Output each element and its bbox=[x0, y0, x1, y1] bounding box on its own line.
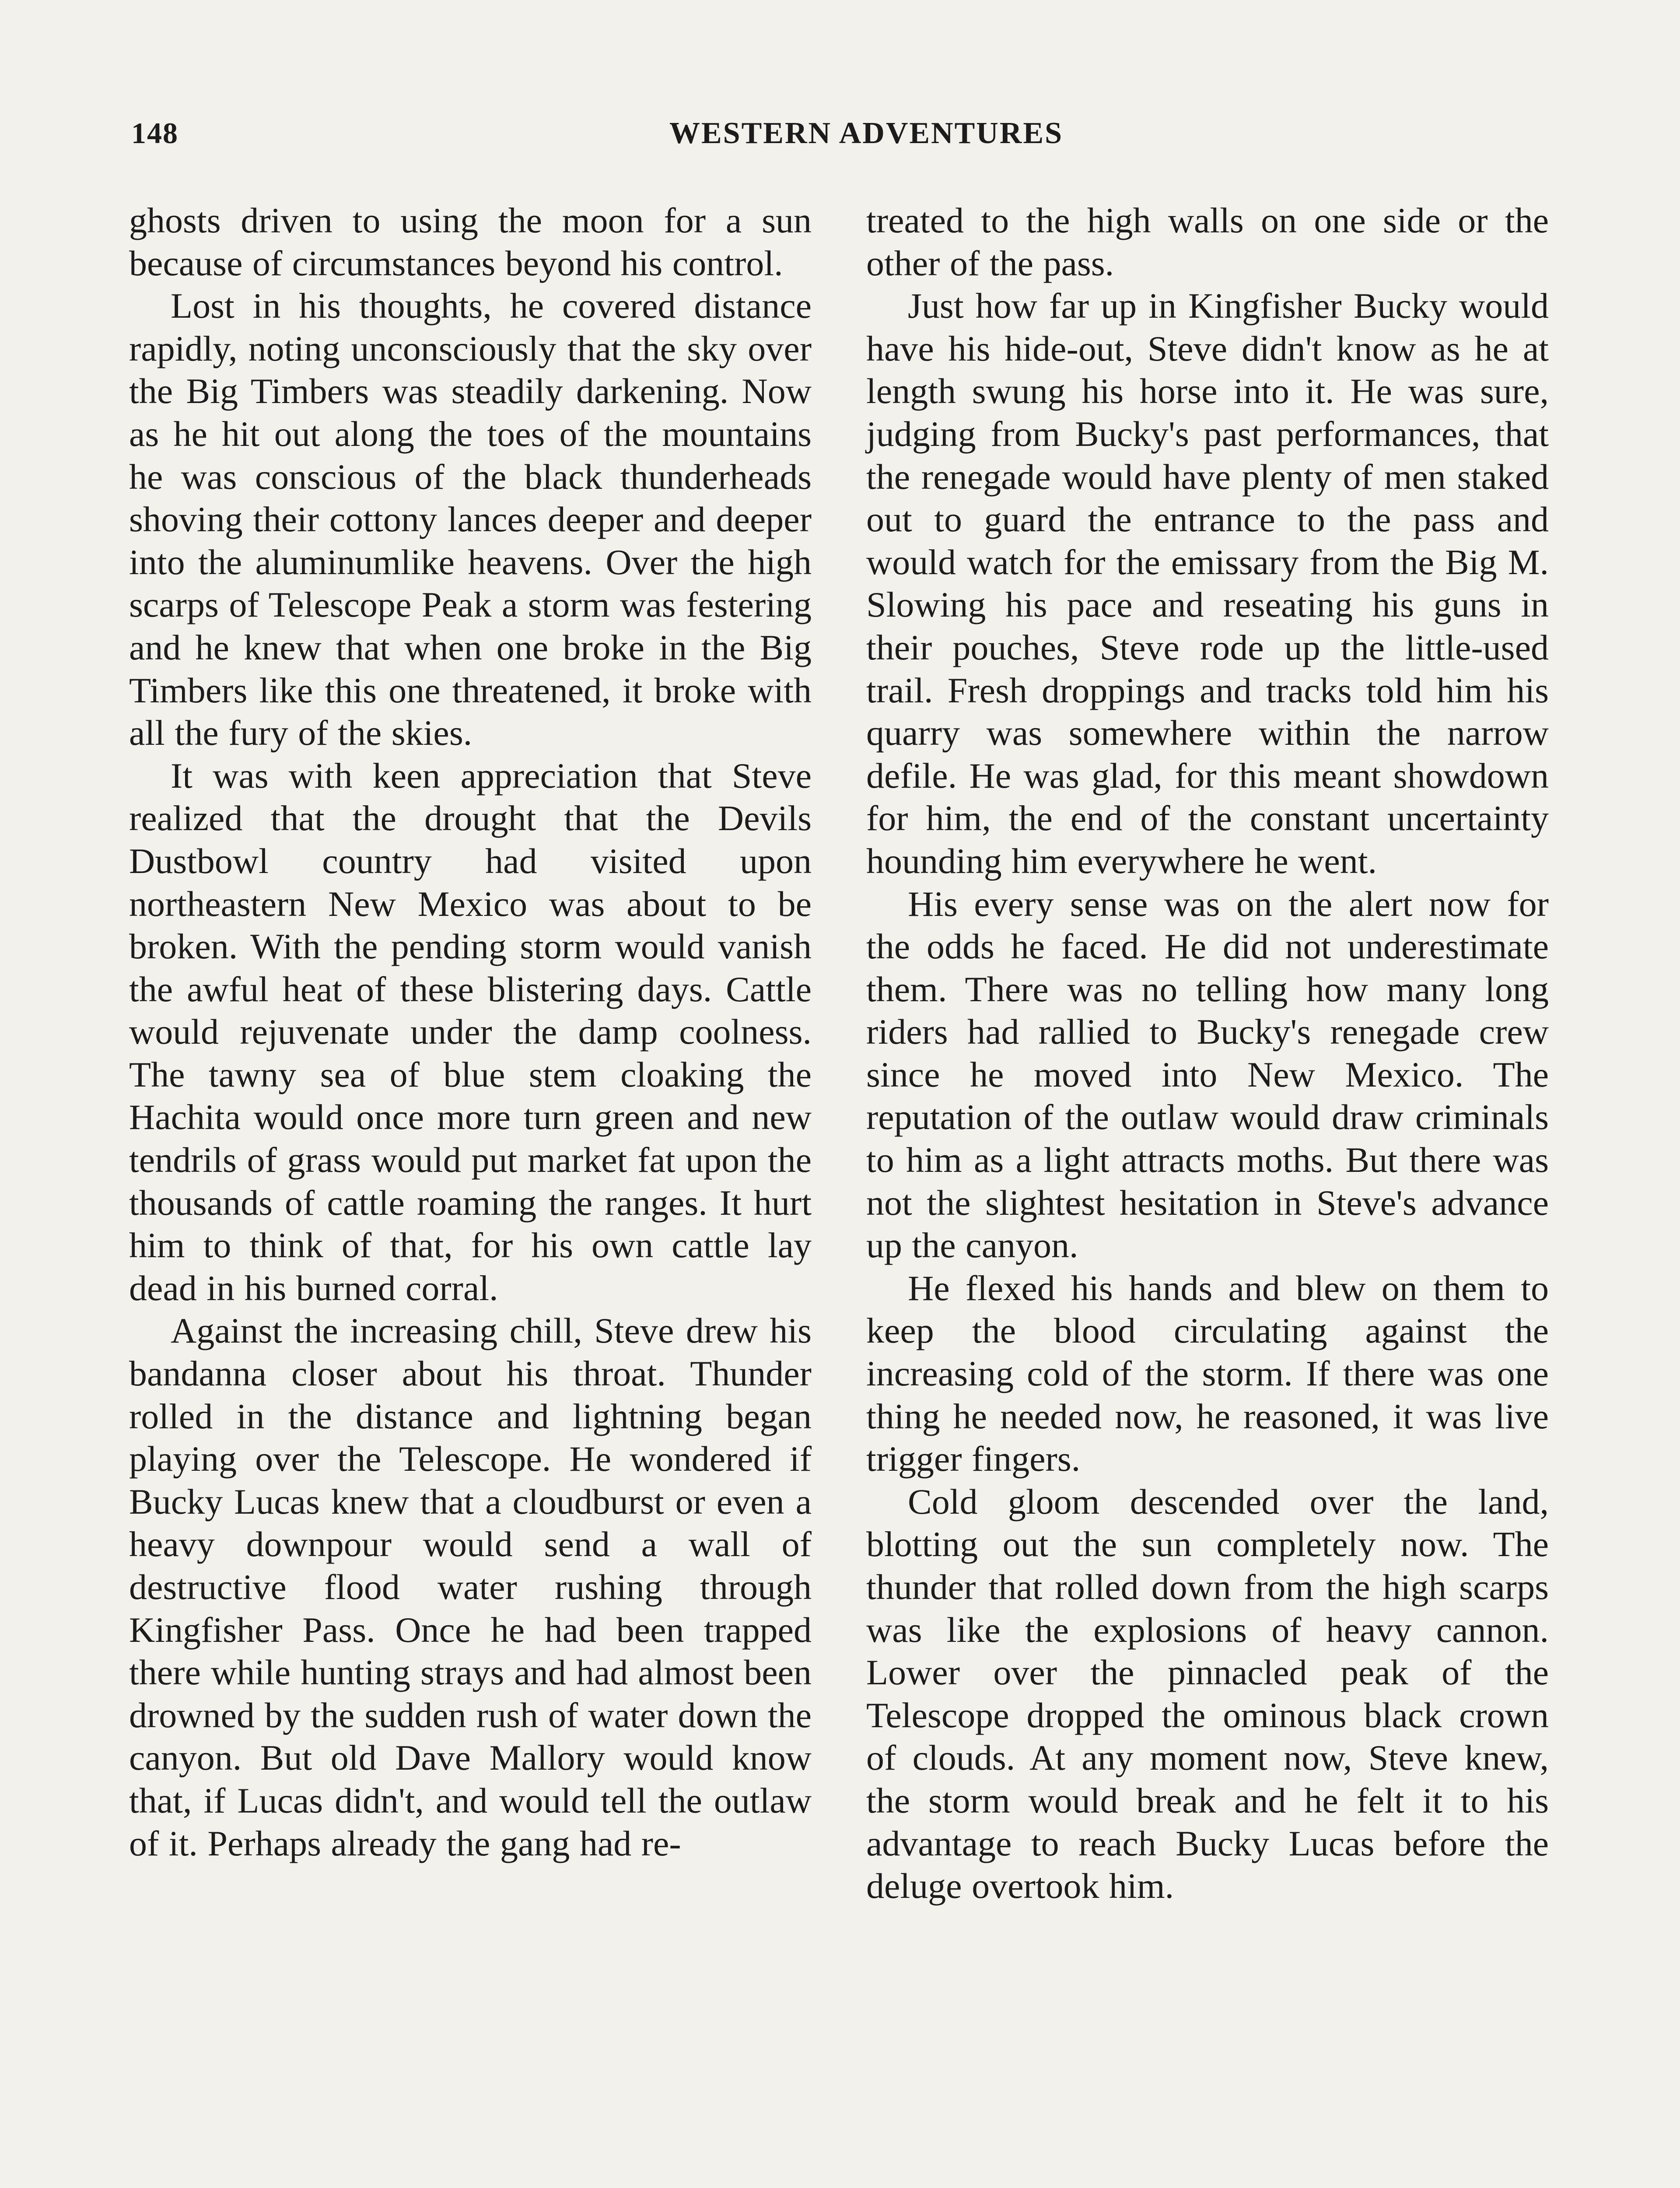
paragraph: It was with keen appreciation that Steve realized that the drought that the Devils Dustbowl country had visited upon northeastern New Mexico was about to be broken. With the pending storm would vanish the awful heat of these blistering days. Cattle would rejuvenate under the damp coolness. The tawny sea of blue stem cloaking the Hachita would once more turn green and new tendrils of grass would put market fat upon the thousands of cattle roaming the ranges. It hurt him to think of that, for his own cattle lay dead in his burned corral. bbox=[129, 755, 812, 1308]
running-title: WESTERN ADVENTURES bbox=[669, 116, 1064, 150]
paragraph: His every sense was on the alert now for the odds he faced. He did not underestimate them. There was no telling how many long riders had rallied to Bucky's renegade crew since he moved into New Mexico. The reputation of the outlaw would draw criminals to him as a light attracts moths. But there was not the slightest hesitation in Steve's advance up the canyon. bbox=[866, 884, 1549, 1266]
paragraph: Lost in his thoughts, he covered distance rapidly, noting unconsciously that the sky over the Big Timbers was steadily darkening. Now as he hit out along the toes of the mountains he was conscious of the black thunderheads shoving their cottony lances deeper and deeper into the aluminumlike heavens. Over the high scarps of Telescope Peak a storm was festering and he knew that when one broke in the Big Timbers like this one threatened, it broke with all the fury of the skies. bbox=[129, 286, 812, 753]
paragraph: He flexed his hands and blew on them to keep the blood circulating against the increasing cold of the storm. If there was one thing he needed now, he reasoned, it was live trigger fingers. bbox=[866, 1268, 1549, 1479]
paragraph: Cold gloom descended over the land, blotting out the sun completely now. The thunder that rolled down from the high scarps was like the explosions of heavy cannon. Lower over the pinnacled peak of the Telescope dropped the ominous black crown of clouds. At any moment now, Steve knew, the storm would break and he felt it to his advantage to reach Bucky Lucas before the deluge overtook him. bbox=[866, 1481, 1549, 1906]
left-column bbox=[129, 199, 812, 1865]
paragraph: Against the increasing chill, Steve drew his bandanna closer about his throat. Thunder rolled in the distance and lightning began playing over the Telescope. He wondered if Bucky Lucas knew that a cloudburst or even a heavy downpour would send a wall of destructive flood water rushing through Kingfisher Pass. Once he had been trapped there while hunting strays and had almost been drowned by the sudden rush of water down the canyon. But old Dave Mallory would know that, if Lucas didn't, and would tell the outlaw of it. Perhaps already the gang had re- bbox=[129, 1311, 812, 1863]
paragraph: Just how far up in Kingfisher Bucky would have his hide-out, Steve didn't know as he at length swung his horse into it. He was sure, judging from Bucky's past performances, that the renegade would have plenty of men staked out to guard the entrance to the pass and would watch for the emissary from the Big M. Slowing his pace and reseating his guns in their pouches, Steve rode up the little-used trail. Fresh droppings and tracks told him his quarry was somewhere within the narrow defile. He was glad, for this meant showdown for him, the end of the constant uncertainty hounding him everywhere he went. bbox=[866, 286, 1549, 881]
paragraph: ghosts driven to using the moon for a sun because of circumstances beyond his control. bbox=[129, 200, 812, 283]
page-header bbox=[131, 116, 1531, 164]
page-number: 148 bbox=[131, 116, 178, 150]
paragraph: treated to the high walls on one side or the other of the pass. bbox=[866, 200, 1549, 283]
right-column bbox=[866, 199, 1549, 1907]
